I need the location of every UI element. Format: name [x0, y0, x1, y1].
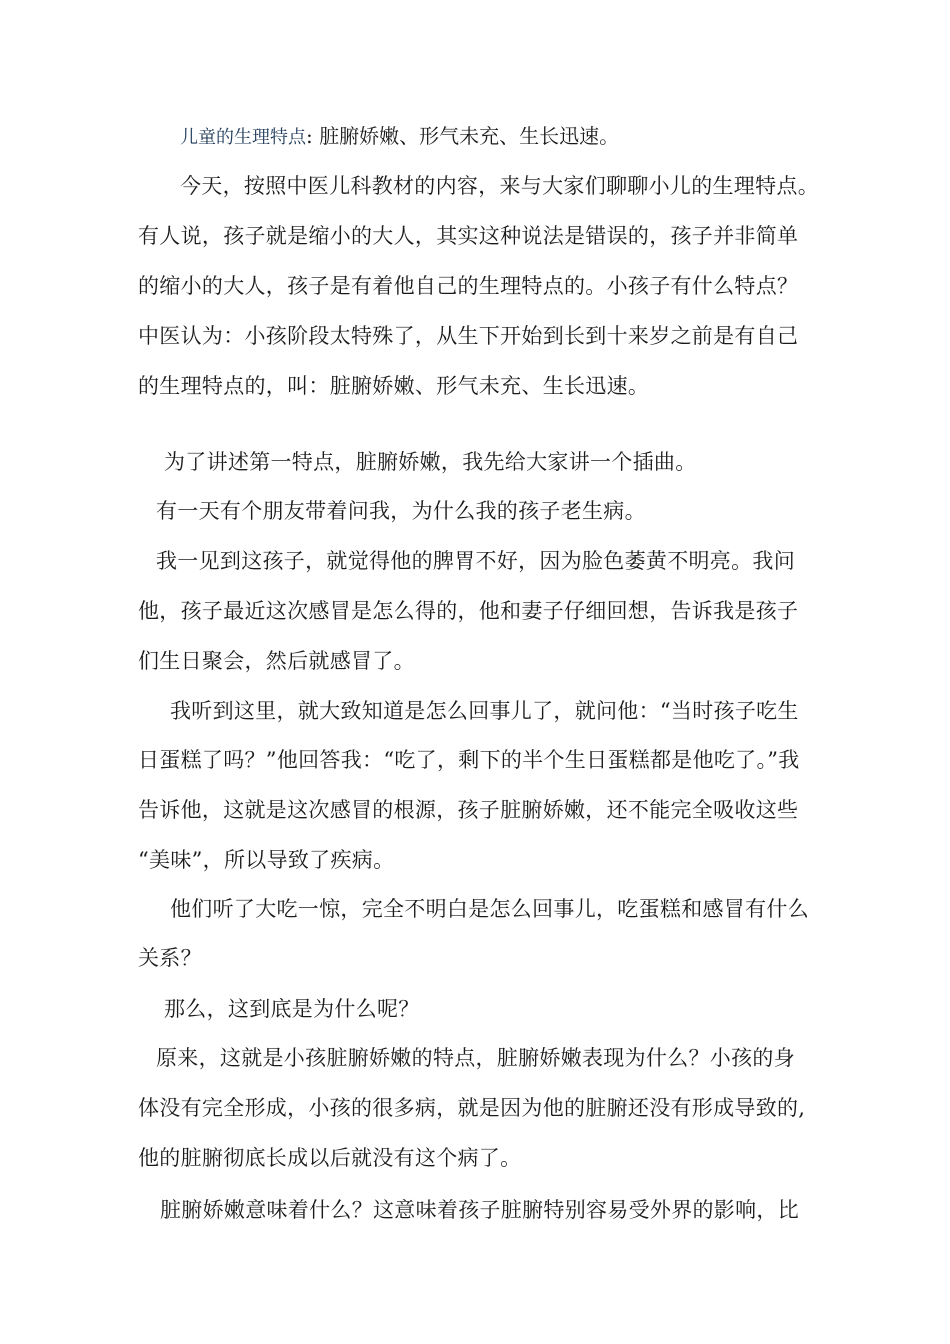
paragraph-line: 脏腑娇嫩意味着什么？这意味着孩子脏腑特别容易受外界的影响，比 — [160, 1198, 799, 1222]
paragraph-line: 的缩小的大人，孩子是有着他自己的生理特点的。小孩子有什么特点？ — [138, 274, 799, 298]
paragraph-line: 们生日聚会，然后就感冒了。 — [138, 649, 415, 673]
paragraph-line: 他的脏腑彻底长成以后就没有这个病了。 — [138, 1146, 522, 1170]
paragraph-line: 告诉他，这就是这次感冒的根源，孩子脏腑娇嫩，还不能完全吸收这些 — [138, 798, 799, 822]
paragraph-line: 的生理特点的，叫：脏腑娇嫩、形气未充、生长迅速。 — [138, 374, 650, 398]
paragraph-line: 关系？ — [138, 946, 202, 970]
paragraph-line: 我听到这里，就大致知道是怎么回事儿了，就问他：“当时孩子吃生 — [170, 699, 799, 723]
paragraph-line: 那么，这到底是为什么呢？ — [164, 997, 420, 1021]
paragraph-line: 今天，按照中医儿科教材的内容，来与大家们聊聊小儿的生理特点。 — [180, 174, 819, 198]
paragraph-line: 他，孩子最近这次感冒是怎么得的，他和妻子仔细回想，告诉我是孩子 — [138, 599, 799, 623]
paragraph-line: 我一见到这孩子，就觉得他的脾胃不好，因为脸色萎黄不明亮。我问 — [156, 549, 795, 573]
section-heading — [180, 122, 619, 152]
heading-label: 儿童的生理特点 — [180, 127, 306, 148]
paragraph-line: 他们听了大吃一惊，完全不明白是怎么回事儿，吃蛋糕和感冒有什么 — [170, 897, 809, 921]
paragraph-line: 为了讲述第一特点，脏腑娇嫩，我先给大家讲一个插曲。 — [164, 450, 697, 474]
paragraph-line: 日蛋糕了吗？”他回答我：“吃了，剩下的半个生日蛋糕都是他吃了。”我 — [138, 748, 800, 772]
paragraph-line: 体没有完全形成，小孩的很多病，就是因为他的脏腑还没有形成导致的, — [138, 1096, 806, 1120]
paragraph-line: 有人说，孩子就是缩小的大人，其实这种说法是错误的，孩子并非简单 — [138, 224, 799, 248]
heading-text: : 脏腑娇嫩、形气未充、生长迅速。 — [306, 124, 620, 148]
paragraph-line: 有一天有个朋友带着问我，为什么我的孩子老生病。 — [156, 499, 646, 523]
paragraph-line: “美味”，所以导致了疾病。 — [138, 848, 395, 872]
paragraph-line: 原来，这就是小孩脏腑娇嫩的特点，脏腑娇嫩表现为什么？小孩的身 — [156, 1046, 795, 1070]
paragraph-line: 中医认为：小孩阶段太特殊了，从生下开始到长到十来岁之前是有自己 — [138, 324, 799, 348]
